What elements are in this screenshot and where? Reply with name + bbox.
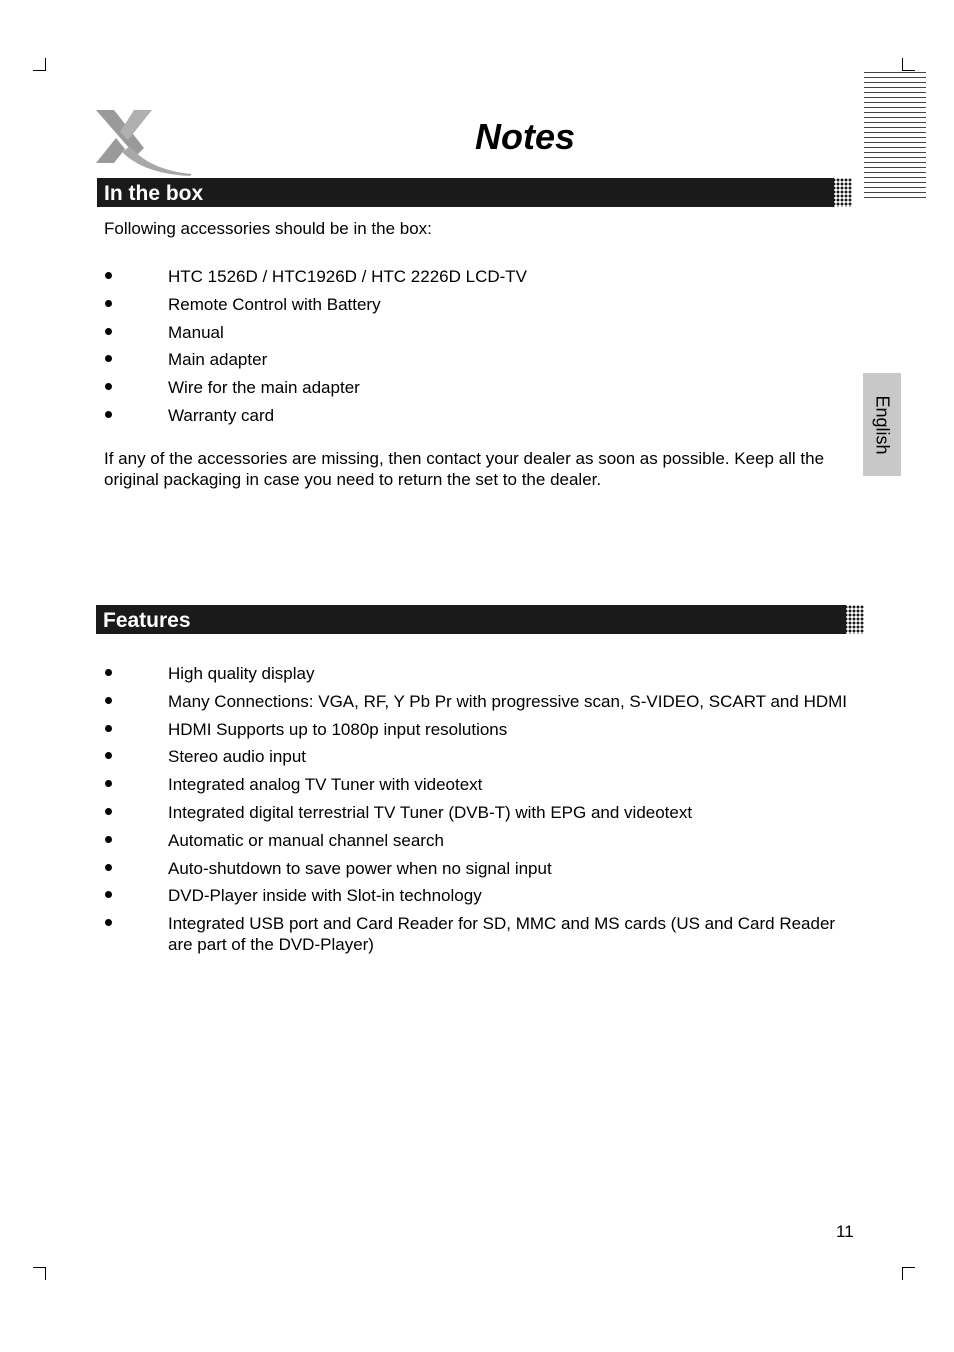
list-item: Remote Control with Battery <box>104 294 854 315</box>
section-heading: Features <box>103 609 191 632</box>
crop-mark-top-left <box>33 58 46 71</box>
dot-pattern <box>812 178 852 207</box>
list-item: Integrated digital terrestrial TV Tuner (DVB-T) with EPG and videotext <box>104 802 854 823</box>
list-item: Integrated USB port and Card Reader for SD, MMC and MS cards (US and Card Reader are part of the DVD-Player) <box>104 913 854 955</box>
list-item: HTC 1526D / HTC1926D / HTC 2226D LCD-TV <box>104 266 854 287</box>
section-header-features <box>96 605 846 634</box>
list-item: Warranty card <box>104 405 854 426</box>
crop-mark-bottom-left <box>33 1267 46 1280</box>
dot-pattern <box>824 605 864 634</box>
features-list <box>104 663 854 962</box>
list-item: DVD-Player inside with Slot-in technology <box>104 885 854 906</box>
page-number: 11 <box>836 1222 854 1241</box>
list-item: Many Connections: VGA, RF, Y Pb Pr with progressive scan, S-VIDEO, SCART and HDMI <box>104 691 854 712</box>
list-item: Wire for the main adapter <box>104 377 854 398</box>
list-item: Auto-shutdown to save power when no signal input <box>104 858 854 879</box>
crop-mark-top-right <box>902 58 915 71</box>
section-header-in-the-box <box>97 178 834 207</box>
list-item: HDMI Supports up to 1080p input resolutions <box>104 719 854 740</box>
list-item: Integrated analog TV Tuner with videotext <box>104 774 854 795</box>
list-item: Main adapter <box>104 349 854 370</box>
language-tab-label: English <box>872 394 893 455</box>
accessories-list <box>104 266 854 433</box>
intro-text: Following accessories should be in the box: <box>104 219 432 238</box>
list-item: Manual <box>104 322 854 343</box>
missing-accessories-note: If any of the accessories are missing, then contact your dealer as soon as possible. Keep all the original packaging in case you need to return the set to the dealer. <box>104 449 825 489</box>
section-heading: In the box <box>104 182 204 205</box>
list-item: High quality display <box>104 663 854 684</box>
list-item: Automatic or manual channel search <box>104 830 854 851</box>
language-tab <box>863 373 901 476</box>
crop-mark-bottom-right <box>902 1267 915 1280</box>
page-title: Notes <box>474 116 576 157</box>
list-item: Stereo audio input <box>104 746 854 767</box>
